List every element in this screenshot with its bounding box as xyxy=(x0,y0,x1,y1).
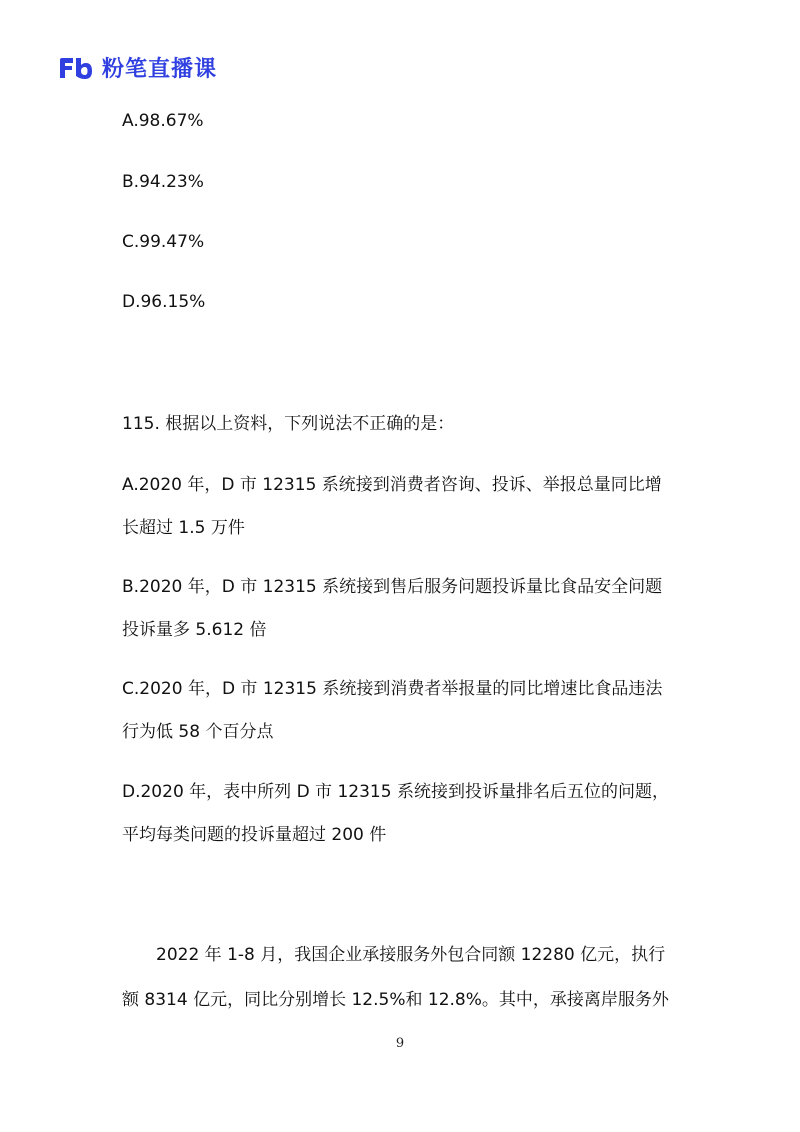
option-a-line-2: 长超过 1.5 万件 xyxy=(122,518,245,538)
option-d-line-1: D.2020 年，表中所列 D 市 12315 系统接到投诉量排名后五位的问题， xyxy=(122,782,669,802)
option-d-line-2: 平均每类问题的投诉量超过 200 件 xyxy=(122,825,387,845)
passage-line-2: 额 8314 亿元，同比分别增长 12.5%和 12.8%。其中，承接离岸服务外 xyxy=(122,990,669,1010)
prev-option-b: B.94.23% xyxy=(122,172,204,192)
option-a-line-1: A.2020 年，D 市 12315 系统接到消费者咨询、投诉、举报总量同比增 xyxy=(122,475,662,495)
prev-option-a: A.98.67% xyxy=(122,111,204,131)
option-b-line-1: B.2020 年，D 市 12315 系统接到售后服务问题投诉量比食品安全问题 xyxy=(122,577,663,597)
option-b-line-2: 投诉量多 5.612 倍 xyxy=(122,620,267,640)
passage-line-1: 2022 年 1-8 月，我国企业承接服务外包合同额 12280 亿元，执行 xyxy=(156,945,666,965)
fb-logo-icon xyxy=(58,54,94,82)
question-stem: 115. 根据以上资料，下列说法不正确的是： xyxy=(122,414,455,434)
page-number: 9 xyxy=(395,1036,405,1051)
option-c-line-2: 行为低 58 个百分点 xyxy=(122,722,274,742)
prev-option-d: D.96.15% xyxy=(122,292,206,312)
brand-logo xyxy=(58,52,217,83)
brand-name: 粉笔直播课 xyxy=(102,57,218,82)
option-c-line-1: C.2020 年，D 市 12315 系统接到消费者举报量的同比增速比食品违法 xyxy=(122,679,663,699)
prev-option-c: C.99.47% xyxy=(122,232,205,252)
